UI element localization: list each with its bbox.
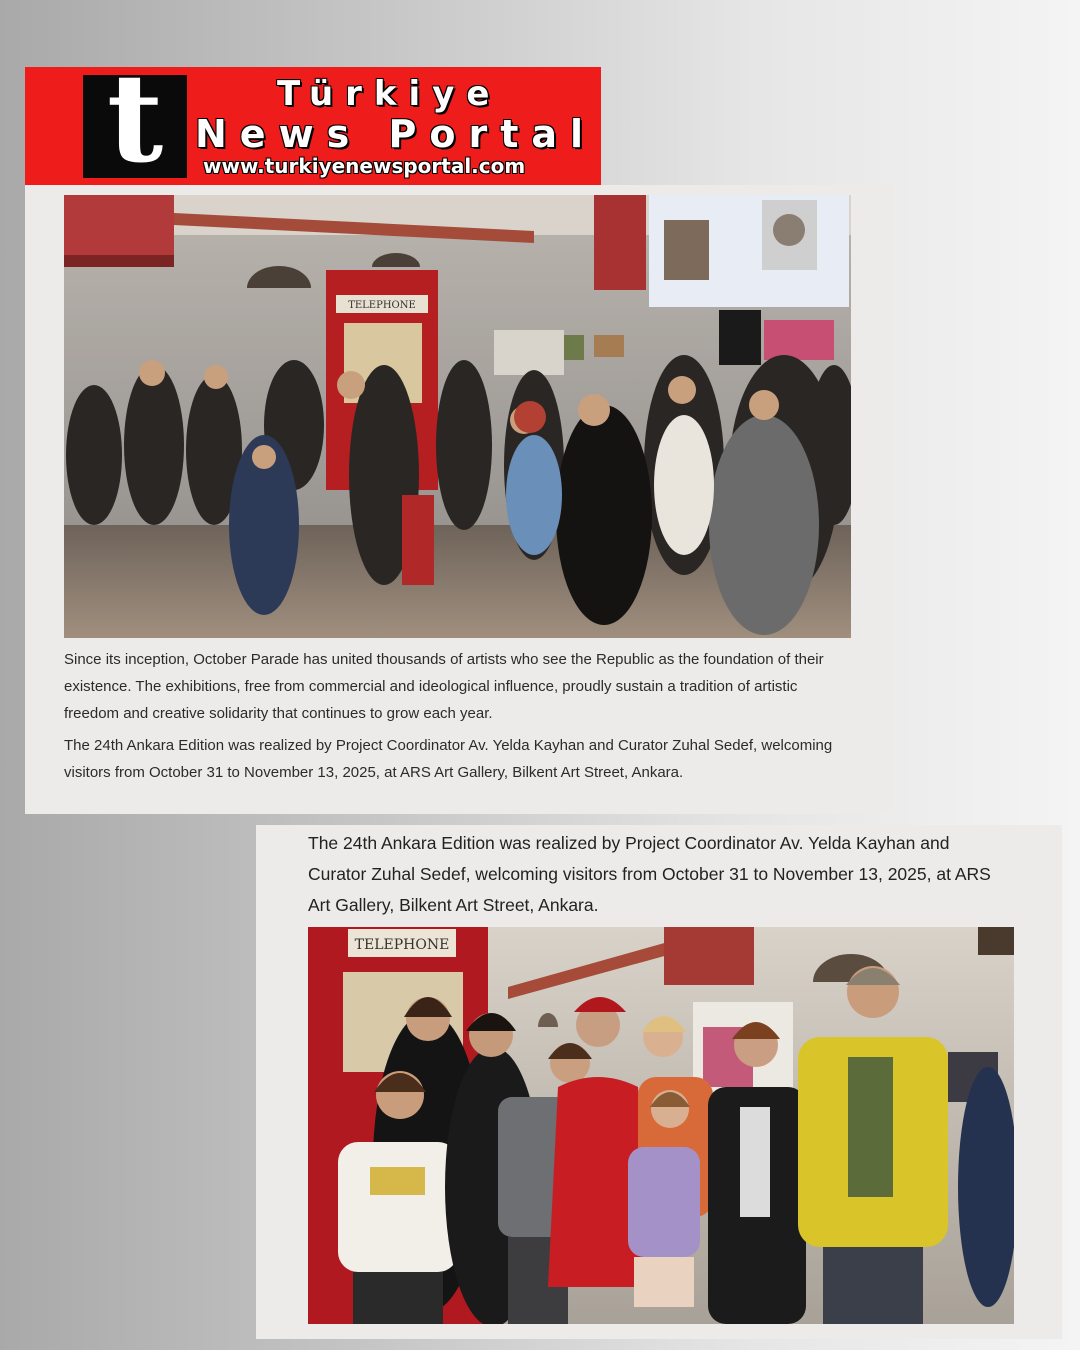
booth-sign-text-bottom: TELEPHONE	[354, 937, 450, 953]
article-paragraph-1: Since its inception, October Parade has united thousands of artists who see the Republic as the foundation of their existence. The exhibitions, free from commercial and ideological influence, proudly sustain a tradition of artistic freedom and creative solidarity that continues to grow each year.	[64, 651, 824, 722]
article-paragraph-2: The 24th Ankara Edition was realized by Project Coordinator Av. Yelda Kayhan and Curator Zuhal Sedef, welcoming visitors from October 31 to November 13, 2025, at ARS Art Gallery, Bilkent Art Street, Ankara.	[64, 737, 833, 781]
group-portrait-photo	[308, 927, 1014, 1324]
logo-title-line1: Türkiye	[277, 74, 502, 114]
event-crowd-photo-graphic	[64, 195, 851, 638]
logo-mark	[83, 75, 187, 178]
article-panel-top	[25, 185, 894, 814]
photo-caption: The 24th Ankara Edition was realized by Project Coordinator Av. Yelda Kayhan and Curator Zuhal Sedef, welcoming visitors from October 31 to November 13, 2025, at ARS Art Gallery, Bilkent Art Street, Ankara.	[308, 833, 991, 915]
event-crowd-photo	[64, 195, 851, 638]
group-portrait-photo-graphic	[308, 927, 1014, 1324]
article-panel-bottom	[256, 825, 1062, 1339]
logo-url[interactable]: www.turkiyenewsportal.com	[203, 154, 526, 178]
logo-title-line2: News Portal	[195, 112, 597, 156]
site-logo-banner[interactable]	[25, 67, 601, 185]
logo-mark-letter: t	[106, 75, 164, 178]
booth-sign-text: TELEPHONE	[348, 300, 416, 311]
